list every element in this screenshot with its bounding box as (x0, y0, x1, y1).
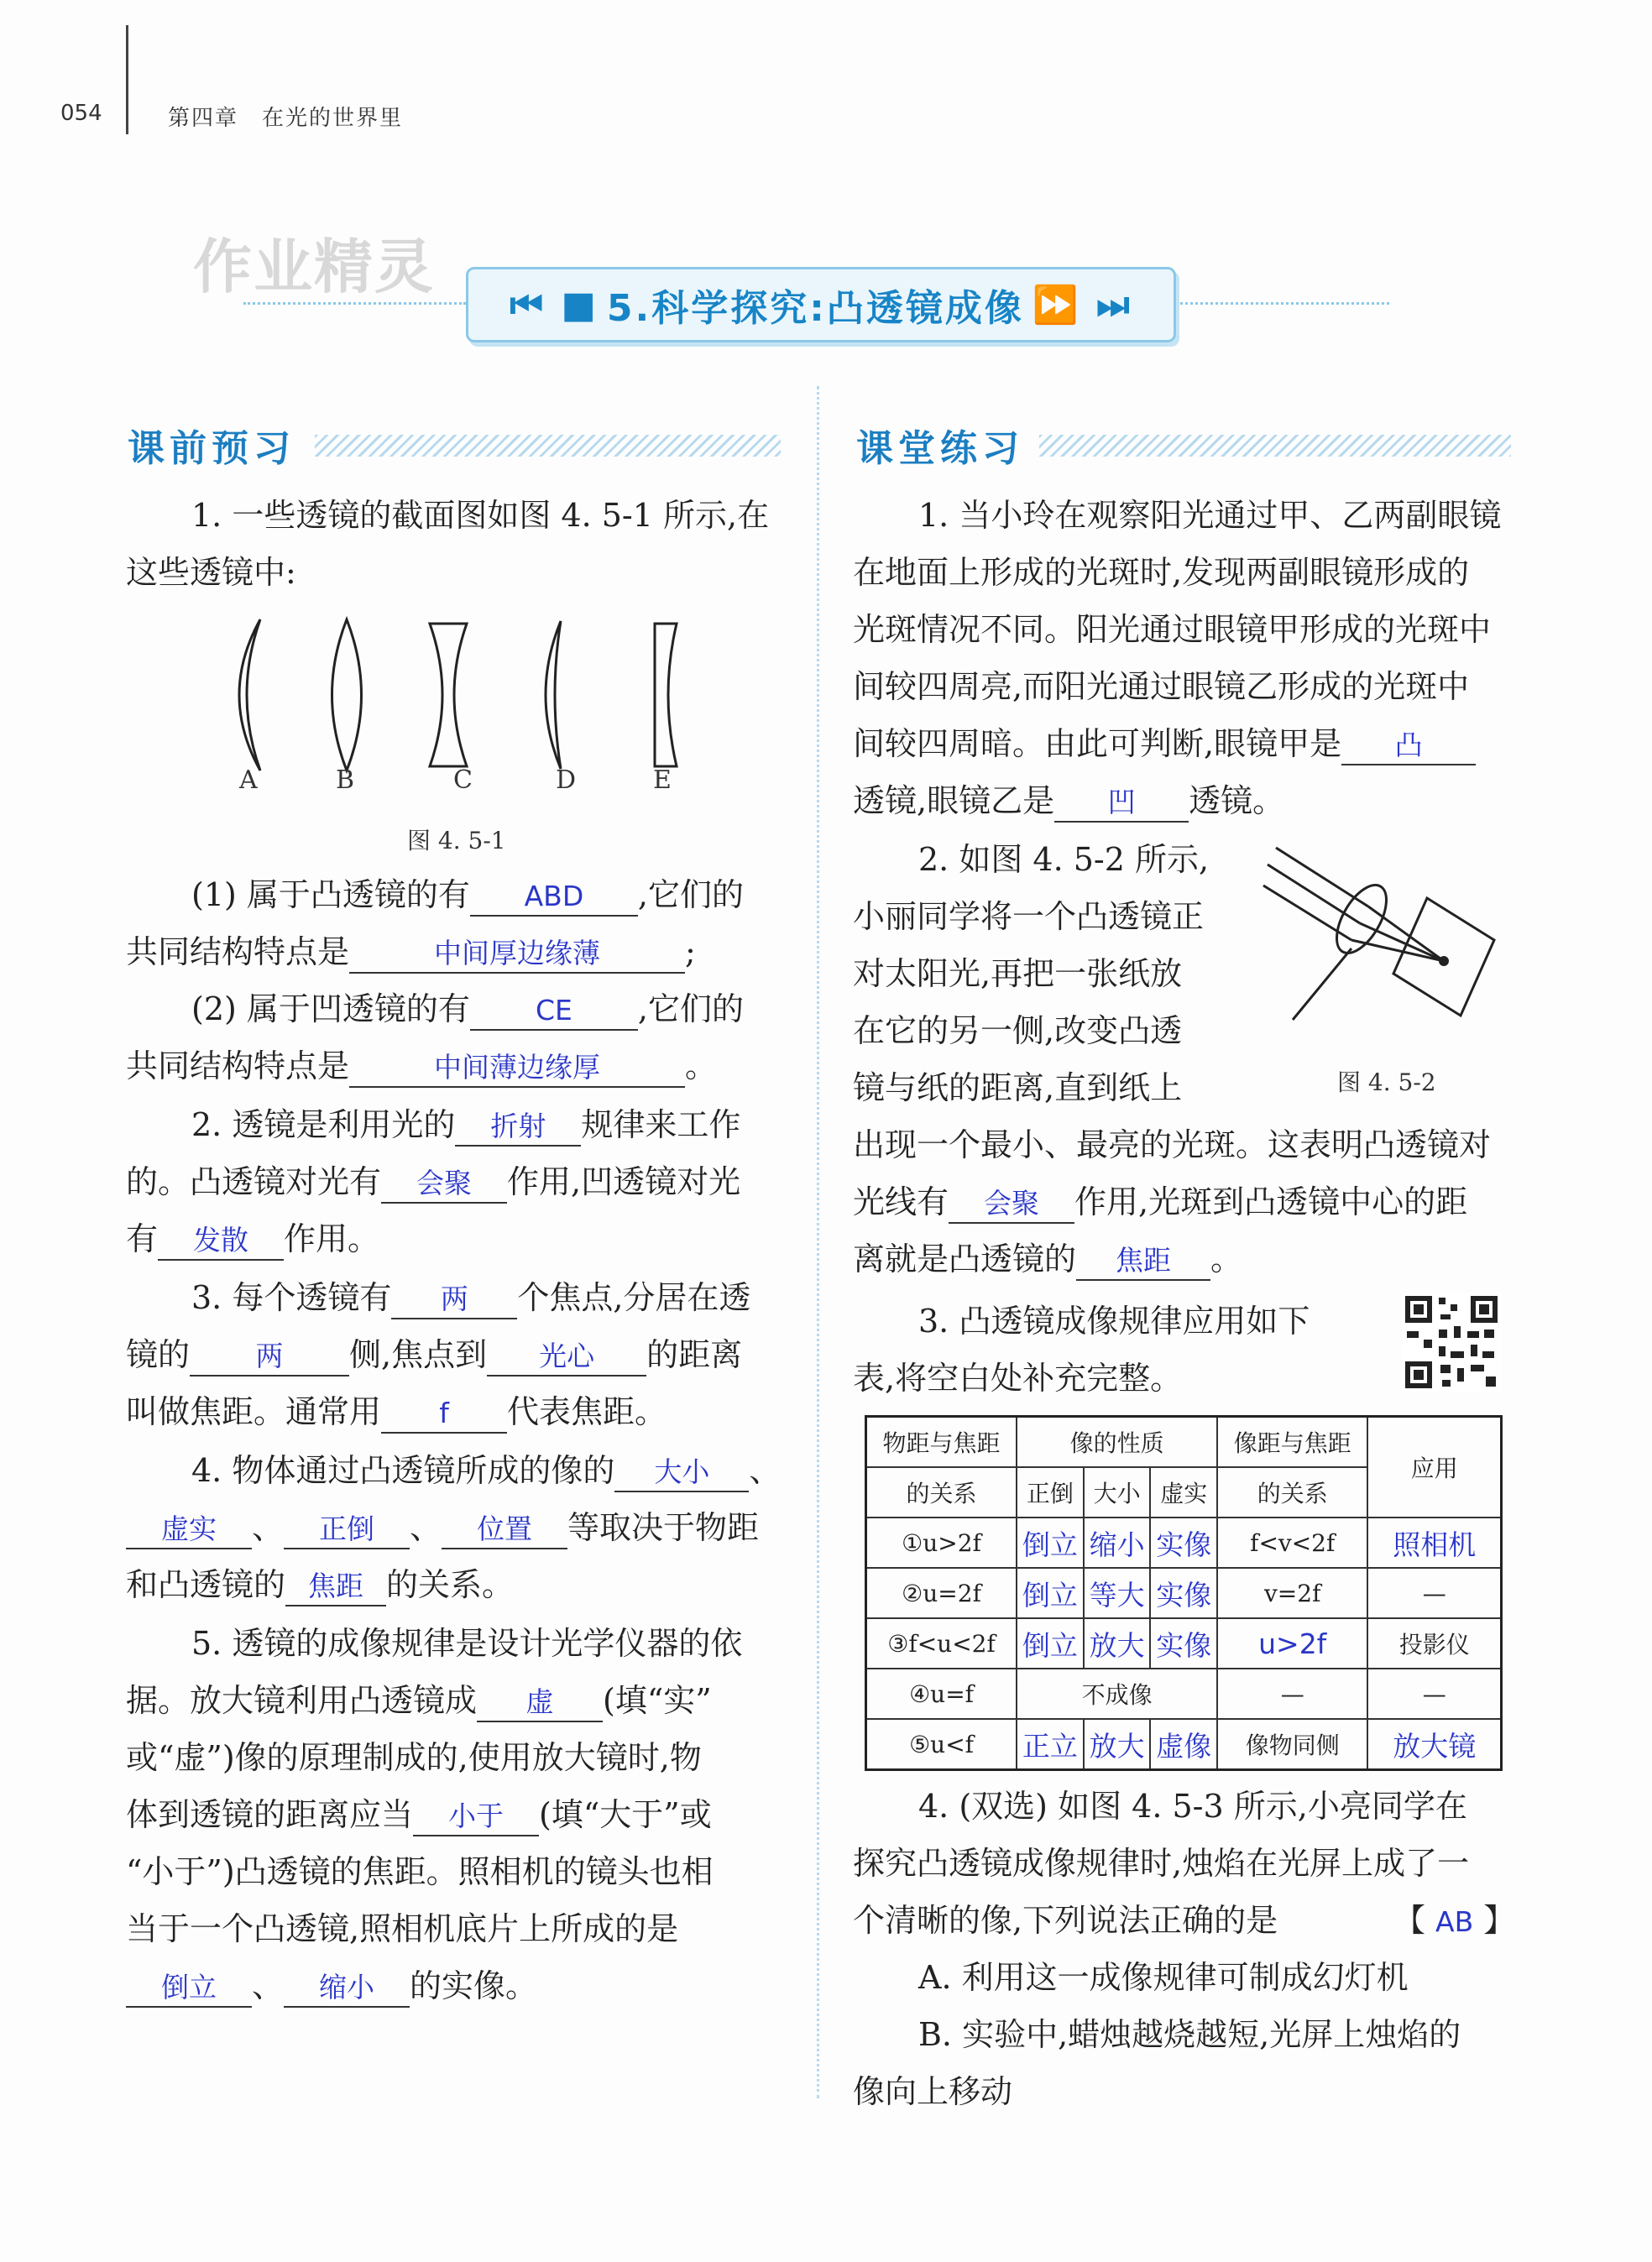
r-q1-line4: 间较四周亮,而阳光通过眼镜乙形成的光斑中 (853, 668, 1470, 705)
r-q4-option-a: A. 利用这一成像规律可制成幻灯机 (918, 1959, 1409, 1996)
answer-blank: 倒立 (126, 1969, 252, 2008)
th-nature: 像的性质 (1017, 1417, 1217, 1468)
r-q2-line8: 离就是凸透镜的 焦距 。 (853, 1230, 1242, 1288)
th-imgdist2: 的关系 (1217, 1467, 1367, 1518)
q5-line1: 5. 透镜的成像规律是设计光学仪器的依 (191, 1625, 743, 1662)
left-section-hatch (315, 435, 781, 457)
lens-figure (210, 611, 697, 779)
q5-line4: 体到透镜的距离应当 小于 (填“大于”或 (126, 1786, 712, 1843)
fig-caption-4-5-2: 图 4. 5-2 (1337, 1068, 1436, 1096)
right-section-hatch (1039, 435, 1511, 457)
fig-caption-4-5-1: 图 4. 5-1 (407, 827, 506, 854)
q1-part2-line1: (2) 属于凹透镜的有 CE ,它们的 (191, 980, 744, 1037)
section-banner (466, 267, 1176, 342)
q2-line2: 的。凸透镜对光有 会聚 作用,凹透镜对光 (126, 1153, 740, 1210)
th-real: 虚实 (1150, 1467, 1217, 1518)
q4-line3: 和凸透镜的 焦距 的关系。 (126, 1556, 514, 1613)
r-q4-answer: 【 AB 】 (1393, 1902, 1516, 1939)
q5-line2: 据。放大镜利用凸透镜成 虚 (填“实” (126, 1672, 712, 1729)
answer-blank: 缩小 (284, 1969, 410, 2008)
lens-label-e: E (653, 765, 672, 795)
r-q1-line3: 光斑情况不同。阳光通过眼镜甲形成的光斑中 (853, 611, 1492, 648)
lens-label-a: A (239, 765, 258, 795)
th-imgdist: 像距与焦距 (1217, 1417, 1367, 1468)
lens-c (430, 624, 467, 766)
answer-blank: 中间薄边缘厚 (349, 1049, 685, 1088)
rewind-icon: ⏮ ■ (510, 283, 599, 327)
r-q1-line1: 1. 当小玲在观察阳光通过甲、乙两副眼镜 (918, 497, 1502, 534)
lens-d (546, 621, 561, 769)
r-q1-line5: 间较四周暗。由此可判断,眼镜甲是 凸 (853, 715, 1476, 772)
q5-line6: 当于一个凸透镜,照相机底片上所成的是 (126, 1910, 679, 1947)
th-distance: 物距与焦距 (866, 1417, 1017, 1468)
r-q2-line7: 光线有 会聚 作用,光斑到凸透镜中心的距 (853, 1173, 1467, 1230)
q3-line2: 镜的 两 侧,焦点到 光心 的距离 (126, 1326, 742, 1383)
imaging-rule-table (865, 1415, 1503, 1771)
r-q3-line2: 表,将空白处补充完整。 (853, 1360, 1183, 1397)
r-q3-line1: 3. 凸透镜成像规律应用如下 (918, 1303, 1310, 1340)
q5-line7: 倒立 、 缩小 的实像。 (126, 1957, 537, 2014)
q2-line3: 有 发散 作用。 (126, 1210, 379, 1267)
answer-blank: 大小 (614, 1454, 749, 1492)
q1-stem-line2: 这些透镜中: (126, 554, 296, 591)
answer-blank: f (381, 1395, 507, 1434)
chapter-title: 第四章 在光的世界里 (168, 106, 404, 131)
lens-b (332, 619, 362, 771)
lens-a (239, 619, 260, 771)
r-q4-line3: 个清晰的像,下列说法正确的是 (853, 1902, 1278, 1939)
lens-e (655, 624, 677, 766)
q1-part2-line2: 共同结构特点是 中间薄边缘厚 。 (126, 1037, 717, 1094)
right-section-title: 课堂练习 (856, 427, 1024, 470)
r-q2-line4: 在它的另一侧,改变凸透 (853, 1012, 1183, 1049)
table-row: ③f<u<2f 倒立 放大 实像 u>2f 投影仪 (866, 1618, 1502, 1669)
q4-line2: 虚实 、 正倒 、 位置 等取决于物距 (126, 1499, 759, 1556)
th-app: 应用 (1367, 1417, 1501, 1518)
q3-line1: 3. 每个透镜有 两 个焦点,分居在透 (191, 1269, 750, 1326)
lens-label-c: C (453, 765, 473, 795)
r-q4-line1: 4. (双选) 如图 4. 5-3 所示,小亮同学在 (918, 1788, 1467, 1825)
answer-blank: 两 (190, 1338, 349, 1377)
answer-blank: 两 (391, 1281, 517, 1319)
banner-title: 5.科学探究:凸透镜成像 (606, 287, 1024, 330)
q5-line3: 或“虚”)像的原理制成的,使用放大镜时,物 (126, 1739, 702, 1776)
sunlight-lens-figure (1259, 839, 1511, 1032)
q1-stem-line1: 1. 一些透镜的截面图如图 4. 5-1 所示,在 (191, 497, 770, 534)
answer-blank: 小于 (413, 1798, 539, 1836)
answer-blank: 虚 (477, 1684, 603, 1722)
answer-blank: 中间厚边缘薄 (349, 935, 685, 974)
answer-blank: 凹 (1054, 784, 1189, 823)
q5-line5: “小于”)凸透镜的焦距。照相机的镜头也相 (126, 1853, 714, 1890)
answer-blank: ABD (470, 878, 638, 917)
qr-code[interactable] (1402, 1293, 1501, 1392)
q1-part1-line2: 共同结构特点是 中间厚边缘薄 ; (126, 923, 696, 980)
table-row: ①u>2f 倒立 缩小 实像 f<v<2f 照相机 (866, 1518, 1502, 1568)
left-section-title: 课前预习 (128, 427, 295, 470)
r-q4-option-b2: 像向上移动 (853, 2073, 1013, 2110)
table-row: ④u=f 不成像 — — (866, 1669, 1502, 1719)
r-q1-line2: 在地面上形成的光斑时,发现两副眼镜形成的 (853, 554, 1470, 591)
q4-line1: 4. 物体通过凸透镜所成的像的 大小 、 (191, 1442, 781, 1499)
lens-label-b: B (336, 765, 355, 795)
r-q4-option-b: B. 实验中,蜡烛越烧越短,光屏上烛焰的 (918, 2016, 1461, 2053)
r-q1-line6: 透镜,眼镜乙是 凹 透镜。 (853, 772, 1284, 829)
q1-part1-line1: (1) 属于凸透镜的有 ABD ,它们的 (191, 866, 744, 923)
lens-label-d: D (556, 765, 577, 795)
r-q2-line1: 2. 如图 4. 5-2 所示, (918, 841, 1210, 878)
answer-blank: CE (470, 992, 638, 1031)
r-q4-line2: 探究凸透镜成像规律时,烛焰在光屏上成了一 (853, 1845, 1470, 1882)
th-size: 大小 (1084, 1467, 1151, 1518)
table-row: ②u=2f 倒立 等大 实像 v=2f — (866, 1568, 1502, 1618)
answer-blank: 正倒 (284, 1511, 410, 1549)
th-orient: 正倒 (1017, 1467, 1084, 1518)
page-number: 054 (60, 101, 102, 126)
column-divider (817, 386, 819, 2098)
answer-blank: 位置 (442, 1511, 567, 1549)
answer-blank: 凸 (1341, 727, 1476, 765)
answer-blank: 会聚 (949, 1185, 1074, 1224)
answer-blank: 焦距 (285, 1568, 386, 1606)
answer-blank: 会聚 (381, 1165, 507, 1204)
forward-icon: ⏩ ⏭ (1032, 284, 1132, 327)
header-divider (126, 25, 128, 134)
answer-blank: 发散 (158, 1222, 284, 1261)
answer-blank: 折射 (455, 1108, 581, 1147)
answer-blank: 焦距 (1076, 1242, 1210, 1281)
watermark: 作业精灵 (193, 232, 435, 301)
r-q2-line5: 镜与纸的距离,直到纸上 (853, 1069, 1183, 1106)
banner-dotline-left (243, 302, 466, 305)
banner-dotline-right (1171, 302, 1389, 305)
table-row: ⑤u<f 正立 放大 虚像 像物同侧 放大镜 (866, 1719, 1502, 1770)
th-distance2: 的关系 (866, 1467, 1017, 1518)
r-q2-line6: 出现一个最小、最亮的光斑。这表明凸透镜对 (853, 1126, 1492, 1163)
q3-line3: 叫做焦距。通常用 f 代表焦距。 (126, 1383, 667, 1440)
answer-blank: 光心 (487, 1338, 646, 1377)
q2-line1: 2. 透镜是利用光的 折射 规律来工作 (191, 1096, 740, 1153)
r-q2-line2: 小丽同学将一个凸透镜正 (853, 898, 1205, 935)
answer-blank: 虚实 (126, 1511, 252, 1549)
r-q2-line3: 对太阳光,再把一张纸放 (853, 955, 1183, 992)
